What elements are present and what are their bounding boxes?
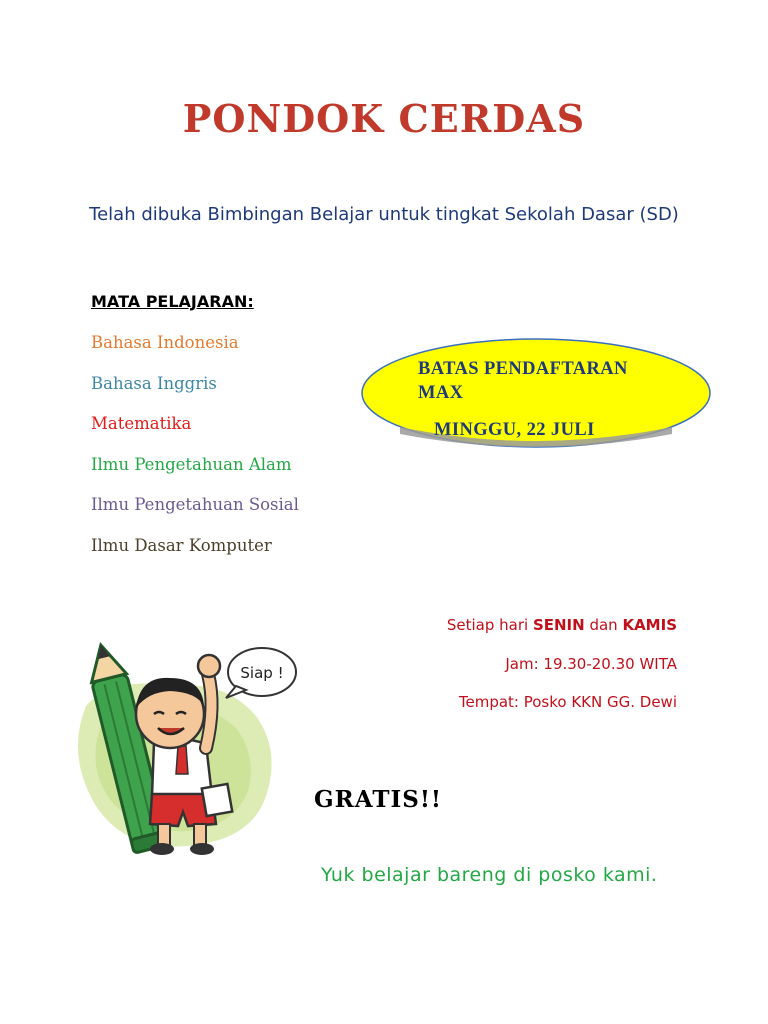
schedule-time: Jam: 19.30-20.30 WITA — [505, 654, 677, 673]
deadline-date — [434, 418, 595, 429]
schedule-day2: KAMIS — [622, 616, 677, 634]
schedule-place: Tempat: Posko KKN GG. Dewi — [458, 693, 677, 711]
deadline-line2: MAX — [418, 383, 464, 403]
deadline-label — [418, 357, 678, 405]
schedule-day1: SENIN — [532, 616, 585, 634]
student-illustration — [66, 636, 310, 860]
schedule-block — [447, 614, 677, 730]
subject-item: Ilmu Pengetahuan Alam — [91, 454, 292, 474]
subject-item: Bahasa Inggris — [91, 373, 217, 393]
subject-item: Bahasa Indonesia — [91, 333, 239, 352]
deadline-line1: BATAS PENDAFTARAN — [418, 359, 628, 379]
intro-text: Telah dibuka Bimbingan Belajar untuk tingkat Sekolah Dasar (SD) — [89, 204, 679, 225]
invite-text: Yuk belajar bareng di posko kami. — [321, 864, 658, 886]
page-title: PONDOK CERDAS — [182, 96, 586, 141]
subjects-list — [91, 332, 299, 576]
schedule-days: Setiap hari SENIN dan KAMIS — [446, 616, 677, 634]
subject-item: Ilmu Dasar Komputer — [91, 535, 272, 555]
subject-item: Matematika — [91, 414, 192, 434]
subject-item: Ilmu Pengetahuan Sosial — [91, 495, 299, 515]
subjects-heading: MATA PELAJARAN: — [91, 292, 254, 311]
speech-bubble-text: Siap ! — [240, 664, 284, 682]
free-label: GRATIS!! — [314, 786, 443, 813]
